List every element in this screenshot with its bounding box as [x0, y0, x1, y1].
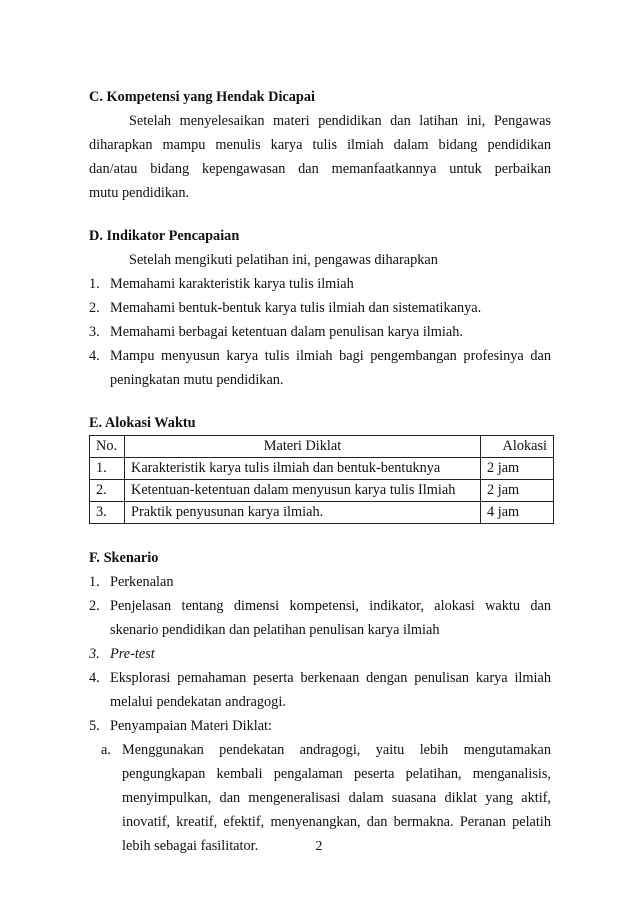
scenario-item — [89, 570, 551, 594]
indicator-item — [89, 320, 551, 344]
indicator-text: Memahami berbagai ketentuan dalam penulisan karya ilmiah. — [110, 324, 463, 340]
indicator-item — [89, 272, 551, 296]
scenario-number: 5. — [89, 718, 100, 734]
indicator-number: 3. — [89, 324, 100, 340]
section-d-intro: Setelah mengikuti pelatihan ini, pengawas diharapkan — [129, 252, 438, 268]
section-d-heading: D. Indikator Pencapaian — [89, 228, 240, 244]
section-c-paragraph-line: Setelah menyelesaikan materi pendidikan dan latihan ini, Pengawas — [129, 113, 551, 129]
subitem-text: lebih sebagai fasilitator. — [122, 838, 259, 854]
indicator-item — [89, 344, 551, 368]
table-header-materi: Materi Diklat — [125, 436, 481, 458]
scenario-item — [89, 666, 551, 690]
table-header-row — [90, 436, 554, 458]
scenario-number: 1. — [89, 574, 100, 590]
table-cell-no: 1. — [90, 458, 125, 480]
page-number: 2 — [315, 839, 323, 854]
table-cell-materi: Ketentuan-ketentuan dalam menyusun karya tulis Ilmiah — [125, 480, 481, 502]
scenario-subitem-continuation — [89, 786, 551, 810]
table-cell-no: 2. — [90, 480, 125, 502]
scenario-text: Penjelasan tentang dimensi kompetensi, indikator, alokasi waktu dan — [110, 598, 551, 614]
document-page — [89, 85, 551, 858]
indicator-text: Mampu menyusun karya tulis ilmiah bagi pengembangan profesinya dan — [110, 348, 551, 364]
scenario-text: Pre-test — [110, 646, 155, 662]
allocation-table — [89, 435, 554, 524]
subitem-text: Menggunakan pendekatan andragogi, yaitu lebih mengutamakan — [122, 742, 551, 758]
scenario-number: 2. — [89, 598, 100, 614]
scenario-number: 4. — [89, 670, 100, 686]
section-e-heading: E. Alokasi Waktu — [89, 415, 196, 431]
scenario-item-continuation — [89, 618, 551, 642]
indicator-item — [89, 296, 551, 320]
section-c-paragraph-line: diharapkan mampu menulis karya tulis ilmiah dalam bidang pendidikan — [89, 137, 551, 153]
subitem-text: pengungkapan kembali pengalaman peserta pelatihan, menganalisis, — [122, 766, 551, 782]
section-c-heading: C. Kompetensi yang Hendak Dicapai — [89, 89, 315, 105]
indicator-number: 4. — [89, 348, 100, 364]
indicator-item-continuation — [89, 368, 551, 392]
table-cell-alokasi: 2 jam — [481, 458, 554, 480]
scenario-item — [89, 594, 551, 618]
table-row — [90, 480, 554, 502]
section-c-paragraph-line: dan/atau bidang kepengawasan dan memanfaatkannya untuk perbaikan — [89, 161, 551, 177]
scenario-text: skenario pendidikan dan pelatihan penulisan karya ilmiah — [110, 622, 440, 638]
scenario-text: Eksplorasi pemahaman peserta berkenaan dengan penulisan karya ilmiah — [110, 670, 551, 686]
subitem-text: menyimpulkan, dan mengeneralisasi dalam suasana diklat yang aktif, — [122, 790, 551, 806]
table-row — [90, 458, 554, 480]
table-header-no: No. — [90, 436, 125, 458]
scenario-item-continuation — [89, 690, 551, 714]
table-cell-alokasi: 4 jam — [481, 502, 554, 524]
scenario-subitem-continuation — [89, 810, 551, 834]
table-cell-no: 3. — [90, 502, 125, 524]
indicator-text: peningkatan mutu pendidikan. — [110, 372, 284, 388]
table-cell-materi: Praktik penyusunan karya ilmiah. — [125, 502, 481, 524]
table-cell-alokasi: 2 jam — [481, 480, 554, 502]
indicator-text: Memahami bentuk-bentuk karya tulis ilmiah dan sistematikanya. — [110, 300, 482, 316]
scenario-text: melalui pendekatan andragogi. — [110, 694, 286, 710]
scenario-item — [89, 642, 551, 666]
scenario-subitem-continuation — [89, 762, 551, 786]
subitem-text: inovatif, kreatif, efektif, menyenangkan, dan bermakna. Peranan pelatih — [122, 814, 551, 830]
table-cell-materi: Karakteristik karya tulis ilmiah dan bentuk-bentuknya — [125, 458, 481, 480]
table-row — [90, 502, 554, 524]
indicator-number: 2. — [89, 300, 100, 316]
section-f-heading: F. Skenario — [89, 550, 159, 566]
subitem-letter: a. — [101, 742, 111, 758]
section-c-paragraph-line: mutu pendidikan. — [89, 185, 190, 201]
scenario-number: 3. — [89, 646, 100, 662]
scenario-text: Perkenalan — [110, 574, 174, 590]
table-header-alokasi: Alokasi — [481, 436, 554, 458]
indicator-text: Memahami karakteristik karya tulis ilmiah — [110, 276, 354, 292]
indicator-number: 1. — [89, 276, 100, 292]
scenario-item — [89, 714, 551, 738]
scenario-text: Penyampaian Materi Diklat: — [110, 718, 272, 734]
scenario-subitem — [89, 738, 551, 762]
